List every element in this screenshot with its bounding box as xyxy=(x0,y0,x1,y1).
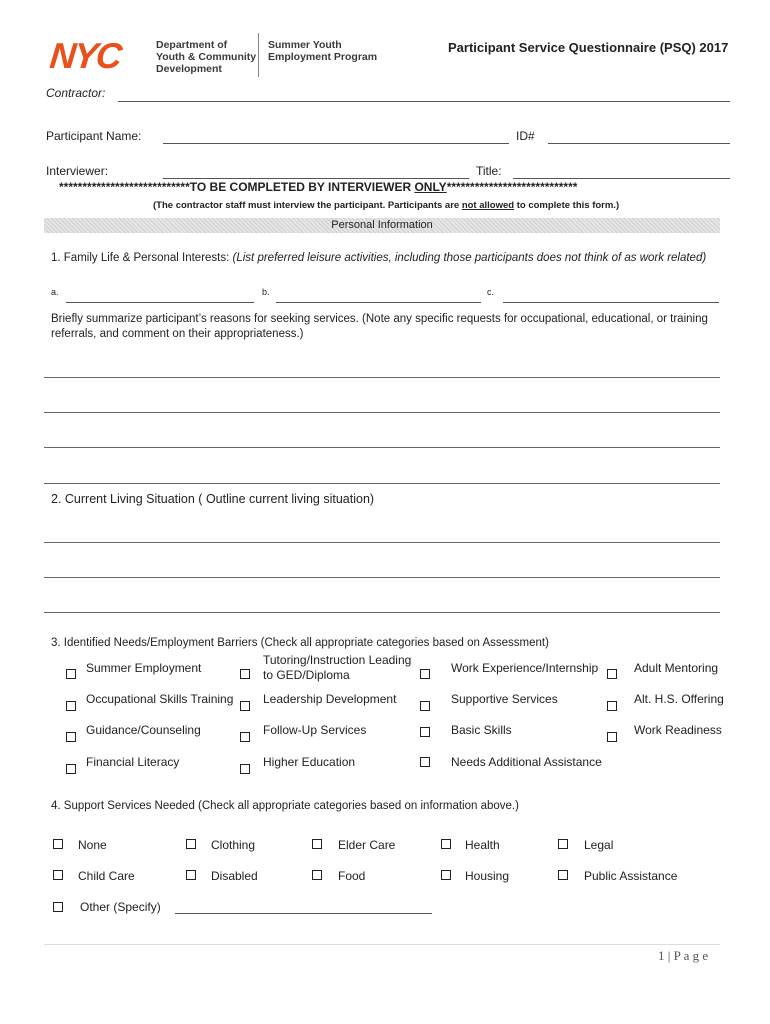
checkbox[interactable] xyxy=(607,669,617,679)
q3-label: 3. Identified Needs/Employment Barriers (Check all appropriate categories based on Assessment) xyxy=(51,637,549,649)
checkbox[interactable] xyxy=(607,732,617,742)
q4-option: None xyxy=(78,838,107,852)
checkbox[interactable] xyxy=(66,701,76,711)
q3-option: Guidance/Counseling xyxy=(86,723,201,737)
checkbox[interactable] xyxy=(312,839,322,849)
dept-line-2: Youth & Community xyxy=(156,51,257,63)
notice-suffix: **************************** xyxy=(446,180,578,194)
q3-option: Work Readiness xyxy=(634,723,722,737)
q1-answer-line[interactable] xyxy=(44,377,720,378)
q3-option: to GED/Diploma xyxy=(263,668,350,682)
notice-prefix: ****************************TO BE COMPLETED BY INTERVIEWER xyxy=(59,180,415,194)
interviewer-subnotice xyxy=(153,200,619,211)
q2-label: 2. Current Living Situation ( Outline current living situation) xyxy=(51,492,375,506)
checkbox[interactable] xyxy=(607,701,617,711)
checkbox[interactable] xyxy=(420,727,430,737)
checkbox[interactable] xyxy=(441,870,451,880)
q3-option: Summer Employment xyxy=(86,661,202,675)
checkbox[interactable] xyxy=(420,757,430,767)
q1-instruction: (List preferred leisure activities, including those participants does not think of as work related) xyxy=(232,252,707,264)
q3-option: Financial Literacy xyxy=(86,755,180,769)
q4-option: Clothing xyxy=(211,838,256,852)
q1-summary-line-1: Briefly summarize participant’s reasons for seeking services. (Note any specific requests for occupational, educational, or training xyxy=(51,313,708,325)
q4-label: 4. Support Services Needed (Check all appropriate categories based on information above.) xyxy=(51,800,519,812)
dept-line-1: Department of xyxy=(156,39,228,51)
q2-answer-line[interactable] xyxy=(44,542,720,543)
q1-answer-line[interactable] xyxy=(44,447,720,448)
checkbox[interactable] xyxy=(53,839,63,849)
checkbox[interactable] xyxy=(558,870,568,880)
q3-option: Leadership Development xyxy=(263,692,397,706)
nyc-logo xyxy=(47,35,123,76)
q1-b-field[interactable] xyxy=(276,302,481,303)
q1-c-field[interactable] xyxy=(503,302,719,303)
program-line-1: Summer Youth xyxy=(268,39,342,51)
q3-option: Supportive Services xyxy=(451,692,558,706)
q1-c-label: c. xyxy=(487,287,495,297)
q4-option: Legal xyxy=(584,838,614,852)
nyc-logo-text: NYC xyxy=(47,35,123,76)
form-title: Participant Service Questionnaire (PSQ) 2017 xyxy=(448,40,729,55)
checkbox[interactable] xyxy=(240,732,250,742)
q1-b-label: b. xyxy=(262,287,270,297)
title-label: Title: xyxy=(476,164,502,178)
q1-answer-line[interactable] xyxy=(44,412,720,413)
q3-option: Needs Additional Assistance xyxy=(451,755,602,769)
q1-label-text: 1. Family Life & Personal Interests: xyxy=(51,252,233,264)
q4-option: Health xyxy=(465,838,500,852)
checkbox[interactable] xyxy=(312,870,322,880)
q4-option: Housing xyxy=(465,869,510,883)
q3-option: Basic Skills xyxy=(451,723,512,737)
header-divider xyxy=(258,33,259,77)
dept-name xyxy=(156,39,256,75)
page-number: 1 xyxy=(658,948,665,963)
checkbox[interactable] xyxy=(441,839,451,849)
q1-a-label: a. xyxy=(51,287,59,297)
other-specify-field[interactable] xyxy=(175,913,432,914)
checkbox[interactable] xyxy=(66,669,76,679)
checkbox[interactable] xyxy=(240,669,250,679)
page-separator: | xyxy=(667,948,671,963)
q2-answer-line[interactable] xyxy=(44,612,720,613)
notice-only: ONLY xyxy=(414,180,447,194)
q3-option: Occupational Skills Training xyxy=(86,692,234,706)
participant-name-label: Participant Name: xyxy=(46,129,142,143)
q1-label xyxy=(51,252,706,264)
q3-option: Tutoring/Instruction Leading xyxy=(263,653,412,667)
q1-summary-line-2: referrals, and comment on their appropriateness.) xyxy=(51,328,304,340)
q3-option: Adult Mentoring xyxy=(634,661,719,675)
subnotice-prefix: (The contractor staff must interview the participant. Participants are xyxy=(153,200,462,211)
id-label: ID# xyxy=(516,129,535,143)
participant-name-field[interactable] xyxy=(163,143,509,144)
q1-a-field[interactable] xyxy=(66,302,254,303)
interviewer-field[interactable] xyxy=(163,178,469,179)
contractor-label: Contractor: xyxy=(46,86,106,100)
interviewer-label: Interviewer: xyxy=(46,164,109,178)
checkbox[interactable] xyxy=(53,870,63,880)
q4-option: Disabled xyxy=(211,869,258,883)
q3-option: Work Experience/Internship xyxy=(451,661,599,675)
q3-option: Alt. H.S. Offering xyxy=(634,692,724,706)
footer-divider xyxy=(44,944,720,945)
subnotice-suffix: to complete this form.) xyxy=(514,200,620,211)
contractor-field[interactable] xyxy=(118,101,730,102)
interviewer-notice xyxy=(59,180,577,194)
checkbox[interactable] xyxy=(186,870,196,880)
q4-option: Food xyxy=(338,869,366,883)
page-footer xyxy=(658,948,708,964)
checkbox[interactable] xyxy=(66,764,76,774)
title-field[interactable] xyxy=(513,178,730,179)
section-personal-information: Personal Information xyxy=(44,218,720,233)
q4-option: Elder Care xyxy=(338,838,396,852)
q4-option: Child Care xyxy=(78,869,135,883)
checkbox[interactable] xyxy=(420,669,430,679)
checkbox[interactable] xyxy=(53,902,63,912)
checkbox[interactable] xyxy=(186,839,196,849)
program-line-2: Employment Program xyxy=(268,51,378,63)
subnotice-not-allowed: not allowed xyxy=(461,200,515,211)
q3-option: Higher Education xyxy=(263,755,356,769)
checkbox[interactable] xyxy=(240,701,250,711)
q3-option: Follow-Up Services xyxy=(263,723,367,737)
dept-line-3: Development xyxy=(156,63,222,75)
id-field[interactable] xyxy=(548,143,730,144)
checkbox[interactable] xyxy=(420,701,430,711)
checkbox[interactable] xyxy=(558,839,568,849)
program-name xyxy=(268,39,377,63)
checkbox[interactable] xyxy=(240,764,250,774)
checkbox[interactable] xyxy=(66,732,76,742)
q1-answer-line[interactable] xyxy=(44,483,720,484)
q2-answer-line[interactable] xyxy=(44,577,720,578)
q4-option: Other (Specify) xyxy=(80,900,161,914)
q4-option: Public Assistance xyxy=(584,869,678,883)
page-word: P a g e xyxy=(673,948,709,963)
